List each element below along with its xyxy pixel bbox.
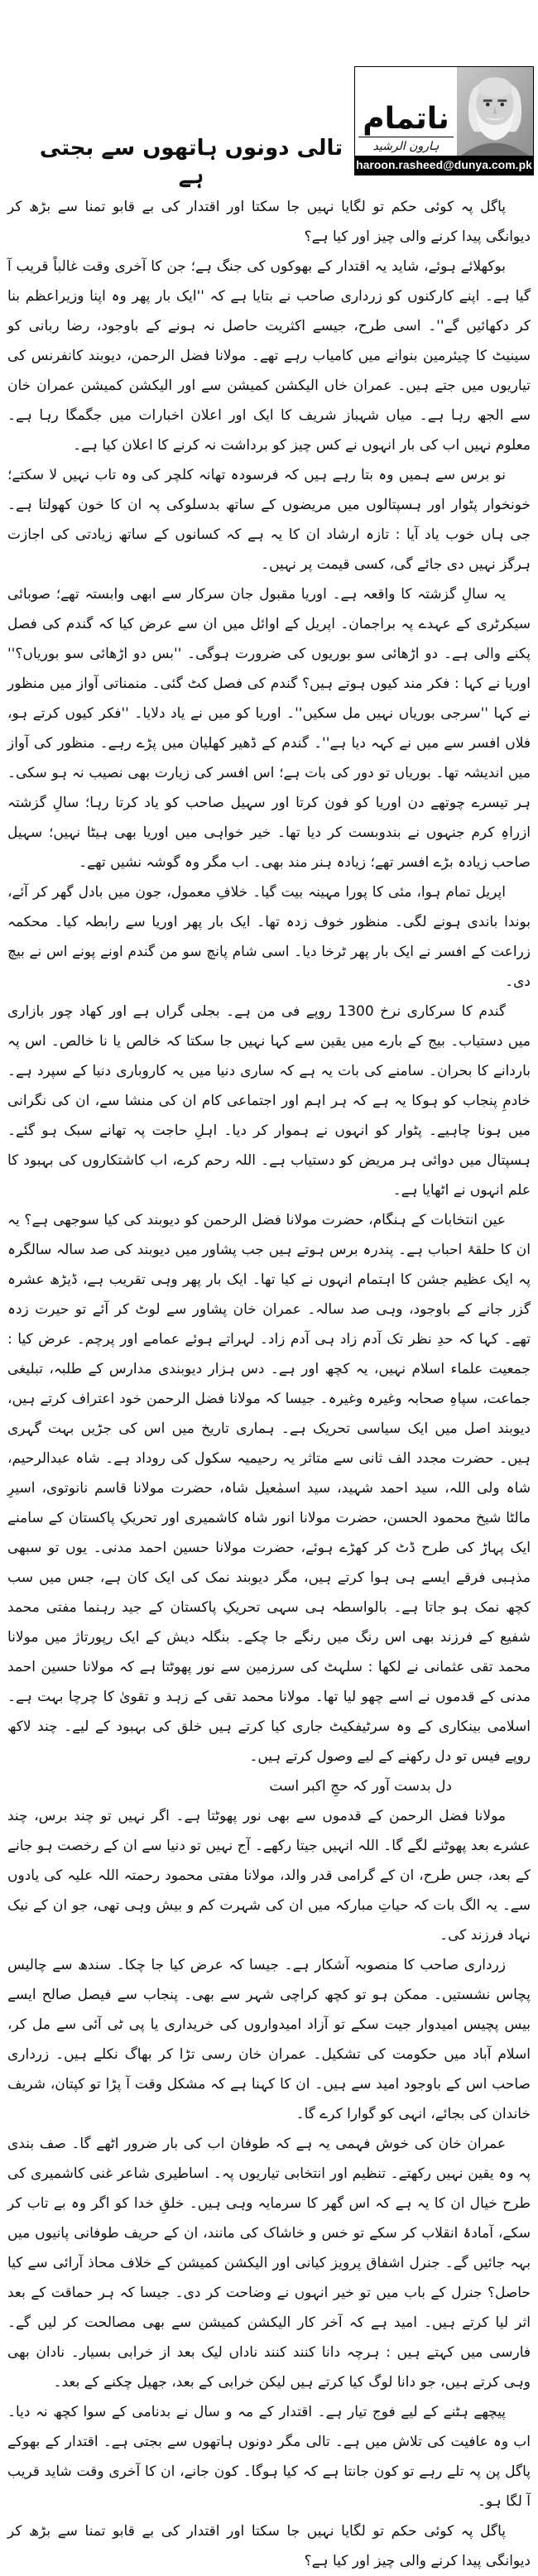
column-title: ناتمام <box>363 102 449 137</box>
article-paragraph: یہ سالِ گزشتہ کا واقعہ ہے۔ اوریا مقبول جان سرکار سے ابھی وابستہ تھے؛ صوبائی سیکرٹری کے عہدے پہ براجمان۔ اپریل کے اوائل میں ان سے عرض کیا کہ گندم کی فصل پکنے والی ہے۔ دو اڑھائی سو بوریوں کی ضرورت ہوگی۔ ''بس دو اڑھائی سو بوریاں؟'' اوریا نے کہا : فکر مند کیوں ہوتے ہیں؟ گندم کی فصل کٹ گئی۔ منمناتی آواز میں منظور نے کہا ''سرجی بوریاں نہیں مل سکیں''۔ اوریا کو میں نے یاد دلایا۔ ''فکر کیوں کرتے ہو، فلاں افسر سے میں نے کہہ دیا ہے''۔ گندم کے ڈھیر کھلیان میں پڑے رہے۔ منظور کی آواز میں اندیشہ تھا۔ بوریاں تو دور کی بات ہے؛ اس افسر کی زیارت بھی نصیب نہ ہو سکی۔ ہر تیسرے چوتھے دن اوریا کو فون کرتا اور سہیل صاحب کو یاد کرتا رہا؛ سالِ گزشتہ ازراہِ کرم جنہوں نے بندوبست کر دیا تھا۔ خیر خواہی میں اوریا بھی ہیٹا نہیں؛ سہیل صاحب زیادہ بڑے افسر تھے؛ زیادہ ہنر مند بھی۔ اب مگر وہ گوشہ نشیں تھے۔ <box>7 586 531 871</box>
column-masthead <box>354 66 534 175</box>
masthead-brand-column <box>355 67 457 156</box>
article-headline: تالی دونوں ہاتھوں سے بجتی ہے <box>39 136 343 190</box>
verse-line: دل بدست آور کہ حجِ اکبر است <box>269 1778 452 1795</box>
author-photo-graphic <box>457 67 533 156</box>
article-paragraph: نو برس سے ہمیں وہ بتا رہے ہیں کہ فرسودہ تھانہ کلچر کی وہ تاب نہیں لا سکتے؛ خونخوار پٹوار اور ہسپتالوں میں مریضوں کے ساتھ بدسلوکی پہ ان کا خون کھولتا ہے۔ جی ہاں خوب یاد آیا : تازہ ارشاد ان کا یہ ہے کہ کسانوں کے ساتھ زیادتی کی اجازت ہرگز نہیں دی جائے گی، کسی قیمت پر نہیں۔ <box>7 467 531 573</box>
article-paragraph: اپریل تمام ہوا، مئی کا پورا مہینہ بیت گیا۔ خلافِ معمول، جون میں بادل گھر کر آئے، بوندا باندی ہونے لگی۔ منظور خوف زدہ تھا۔ ایک بار پھر اوریا سے رابطہ کیا۔ محکمہ زراعت کے افسر نے ایک بار پھر ٹرخا دیا۔ اسی شام پانچ سو من گندم اونے پونے اس نے بیچ دی۔ <box>7 884 531 990</box>
article-paragraph: عمران خان کی خوش فہمی یہ ہے کہ طوفان اب کی بار ضرور اٹھے گا۔ صف بندی پہ وہ یقین نہیں رکھتے۔ تنظیم اور انتخابی تیاریوں پہ۔ اساطیری شاعر غنی کاشمیری کی طرح خیال ان کا یہ ہے کہ اس گھر کا سرمایہ وہی ہیں۔ خلقِ خدا کو اگر وہ بے تاب کر سکے، آمادۂ انقلاب کر سکے تو خس و خاشاک کی مانند، ان کے حریف طوفانی پانیوں میں بہہ جائیں گے۔ جنرل اشفاق پرویز کیانی اور الیکشن کمیشن کے خلاف محاذ آرائی سے کیا حاصل؟ جنرل کے باب میں تو خیر انہوں نے وضاحت کر دی۔ جیسا کہ ہر حماقت کے بعد اثر لیا کرتے ہیں۔ امید ہے کہ آخر کار الیکشن کمیشن سے بھی مصالحت کر لیں گے۔ فارسی میں کہتے ہیں : ہرچہ دانا کنند کنند ناداں لیک بعد از خرابی بسیار۔ نادان بھی وہی کرتے ہیں، جو دانا لوگ کیا کرتے ہیں لیکن خرابی کے بعد، جھیل چکنے کے بعد۔ <box>7 2136 531 2391</box>
article-paragraph: مولانا فضل الرحمن کے قدموں سے بھی نور پھوٹتا ہے۔ اگر نہیں تو چند برس، چند عشرے بعد پھوٹنے لگے گا۔ اللہ انہیں جیتا رکھے۔ آج نہیں تو دنیا سے ان کے رخصت ہو جانے کے بعد، جس طرح، ان کے گرامی قدر والد، مولانا مفتی محمود رحمتہ اللہ علیہ کی یادوں سے۔ یہ الگ بات کہ حیاتِ مبارکہ میں ان کی شہرت کم و بیش وہی تھی، جو ان کے نیک نہاد فرزند کی۔ <box>7 1808 531 1944</box>
author-photo <box>457 67 533 156</box>
author-email: haroon.rasheed@dunya.com.pk <box>355 156 533 175</box>
masthead-top <box>355 67 533 156</box>
article-paragraph: بوکھلائے ہوئے، شاید یہ اقتدار کے بھوکوں کی جنگ ہے؛ جن کا آخری وقت غالباً قریب آ گیا ہے۔ اپنے کارکنوں کو زرداری صاحب نے بتایا ہے کہ ''ایک بار پھر وہ اپنا وزیراعظم بنا کر دکھائیں گے''۔ اسی طرح، جیسے اکثریت حاصل نہ ہونے کے باوجود، رضا ربانی کو سینیٹ کا چیئرمین بنوانے میں کامیاب رہے تھے۔ مولانا فضل الرحمن، دیوبند کانفرنس کی تیاریوں میں جتے ہیں۔ عمران خاں الیکشن کمیشن سے اور الیکشن کمیشن عمران خان سے الجھ رہا ہے۔ میاں شہباز شریف کا ایک اور اعلان اخبارات میں جگمگا رہا ہے۔ معلوم نہیں اب کی بار انہوں نے کس چیز کو برداشت نہ کرنے کا اعلان کیا ہے۔ <box>7 258 531 454</box>
article-paragraph: پاگل پہ کوئی حکم تو لگایا نہیں جا سکتا اور اقتدار کی بے قابو تمنا سے بڑھ کر دیوانگی پیدا کرنے والی چیز اور کیا ہے؟ <box>7 199 531 245</box>
article-body <box>7 192 531 2576</box>
article-paragraph: گندم کا سرکاری نرخ 1300 روپے فی من ہے۔ بجلی گراں ہے اور کھاد چور بازاری میں دستیاب۔ بیج کے بارے میں یقین سے کہا نہیں جا سکتا کہ خالص یا نا خالص۔ اس پہ باردانے کا بحران۔ سامنے کی بات یہ ہے کہ ساری دنیا میں یہ کاروباری دنیا کے سپرد ہے۔ خادمِ پنجاب کو ہوکا یہ ہے کہ ہر اہم اور اجتماعی کام ان کی منشا سے، ان کی نگرانی میں ہونا چاہیے۔ پٹوار کو انہوں نے ہموار کر دیا۔ اہلِ حاجت پہ تھانے سبک ہو گئے۔ ہسپتال میں دوائی ہر مریض کو دستیاب ہے۔ اللہ رحم کرے، اب کاشتکاروں کی بہبود کا علم انہوں نے اٹھایا ہے۔ <box>7 1003 531 1199</box>
article-paragraph: عین انتخابات کے ہنگام، حضرت مولانا فضل الرحمن کو دیوبند کی کیا سوجھی ہے؟ یہ ان کا حلقۂ احباب ہے۔ پندرہ برس ہوتے ہیں جب پشاور میں دیوبند کی صد سالہ سالگرہ پہ ایک عظیم جشن کا اہتمام انہوں نے کیا تھا۔ ایک بار پھر وہی تقریب ہے، ڈیڑھ عشرہ گزر جانے کے باوجود، وہی صد سالہ۔ عمران خان پشاور سے لوٹ کر آئے تو حیرت زدہ تھے۔ کہا کہ حدِ نظر تک آدم زاد ہی آدم زاد۔ لہراتے ہوئے عمامے اور پرچم۔ عرض کیا : جمعیت علماء اسلام نہیں، یہ کچھ اور ہے۔ دس ہزار دیوبندی مدارس کے طلبہ، تبلیغی جماعت، سپاہِ صحابہ وغیرہ وغیرہ۔ جیسا کہ مولانا فضل الرحمن خود اعتراف کرتے ہیں، دیوبند اصل میں ایک سیاسی تحریک ہے۔ ہماری تاریخ میں اس کی جڑیں بہت گہری ہیں۔ حضرت مجدد الف ثانی سے متاثر یہ رحیمیہ سکول کی روداد ہے۔ شاہ عبدالرحیم، شاہ ولی اللہ، سید احمد شہید، سید اسمٰعیل شاہ، حضرت مولانا قاسم نانوتوی، اسیرِ مالٹا شیخ محمود الحسن، حضرت مولانا انور شاہ کاشمیری اور تحریکِ پاکستان کے سامنے ایک پہاڑ کی طرح ڈٹ کر کھڑے ہوئے، حضرت مولانا حسین احمد مدنی۔ یوں تو سبھی مذہبی فرقے ایسے ہی ہوا کرتے ہیں، مگر دیوبند نمک کی ایک کان ہے، جس میں سب کچھ نمک ہو جاتا ہے۔ بالواسطہ ہی سہی تحریکِ پاکستان کے جید رہنما مفتی محمد شفیع کے فرزند بھی اس رنگ میں رنگے جا چکے۔ بنگلہ دیش کے ایک رپورتاژ میں مولانا محمد تقی عثمانی نے لکھا : سلہٹ کی سرزمین سے نور پھوٹتا ہے کہ مولانا حسین احمد مدنی کے قدموں نے اسے چھو لیا تھا۔ مولانا محمد تقی کے زہد و تقویٰ کا چرچا بہت ہے۔ اسلامی بینکاری کے وہ سرٹیفکیٹ جاری کیا کرتے ہیں خلق کی بہبود کے لیے۔ چند لاکھ روپے فیس تو دل رکھنے کے لیے وصول کرتے ہیں۔ <box>7 1212 531 1765</box>
article-paragraph: پیچھے ہٹنے کے لیے فوج تیار ہے۔ اقتدار کے مہ و سال نے بدنامی کے سوا کچھ نہ دیا۔ اب وہ عافیت کی تلاش میں ہے۔ تالی مگر دونوں ہاتھوں سے بجتی ہے۔ اقتدار کے بھوکے پاگل پن پہ تلے رہے تو کون جانتا ہے کہ کیا ہوگا۔ کون جانے، ان کا آخری وقت شاید قریب آ لگا ہو۔ <box>7 2404 531 2510</box>
author-signature: ہارون الرشید <box>372 140 440 153</box>
article-paragraph: زرداری صاحب کا منصوبہ آشکار ہے۔ جیسا کہ عرض کیا جا چکا۔ سندھ سے چالیس پچاس نشستیں۔ ممکن ہو تو کچھ کراچی شہر سے بھی۔ پنجاب سے فیصل صالح ایسے بیس پچیس امیدوار جیت سکے تو آزاد امیدواروں کی خریداری یا پی ٹی آئی سے مل کر، اسلام آباد میں حکومت کی تشکیل۔ عمران خان رسی تڑا کر بھاگ نکلے ہیں۔ زرداری صاحب اس کے باوجود امید سے ہیں۔ ان کا کہنا ہے کہ مشکل وقت آ پڑا تو کپتان، شریف خاندان کی بجائے، انہی کو گوارا کرے گا۔ <box>7 1957 531 2122</box>
article-paragraph: پاگل پہ کوئی حکم تو لگایا نہیں جا سکتا اور اقتدار کی بے قابو تمنا سے بڑھ کر دیوانگی پیدا کرنے والی چیز اور کیا ہے؟ <box>7 2523 531 2569</box>
